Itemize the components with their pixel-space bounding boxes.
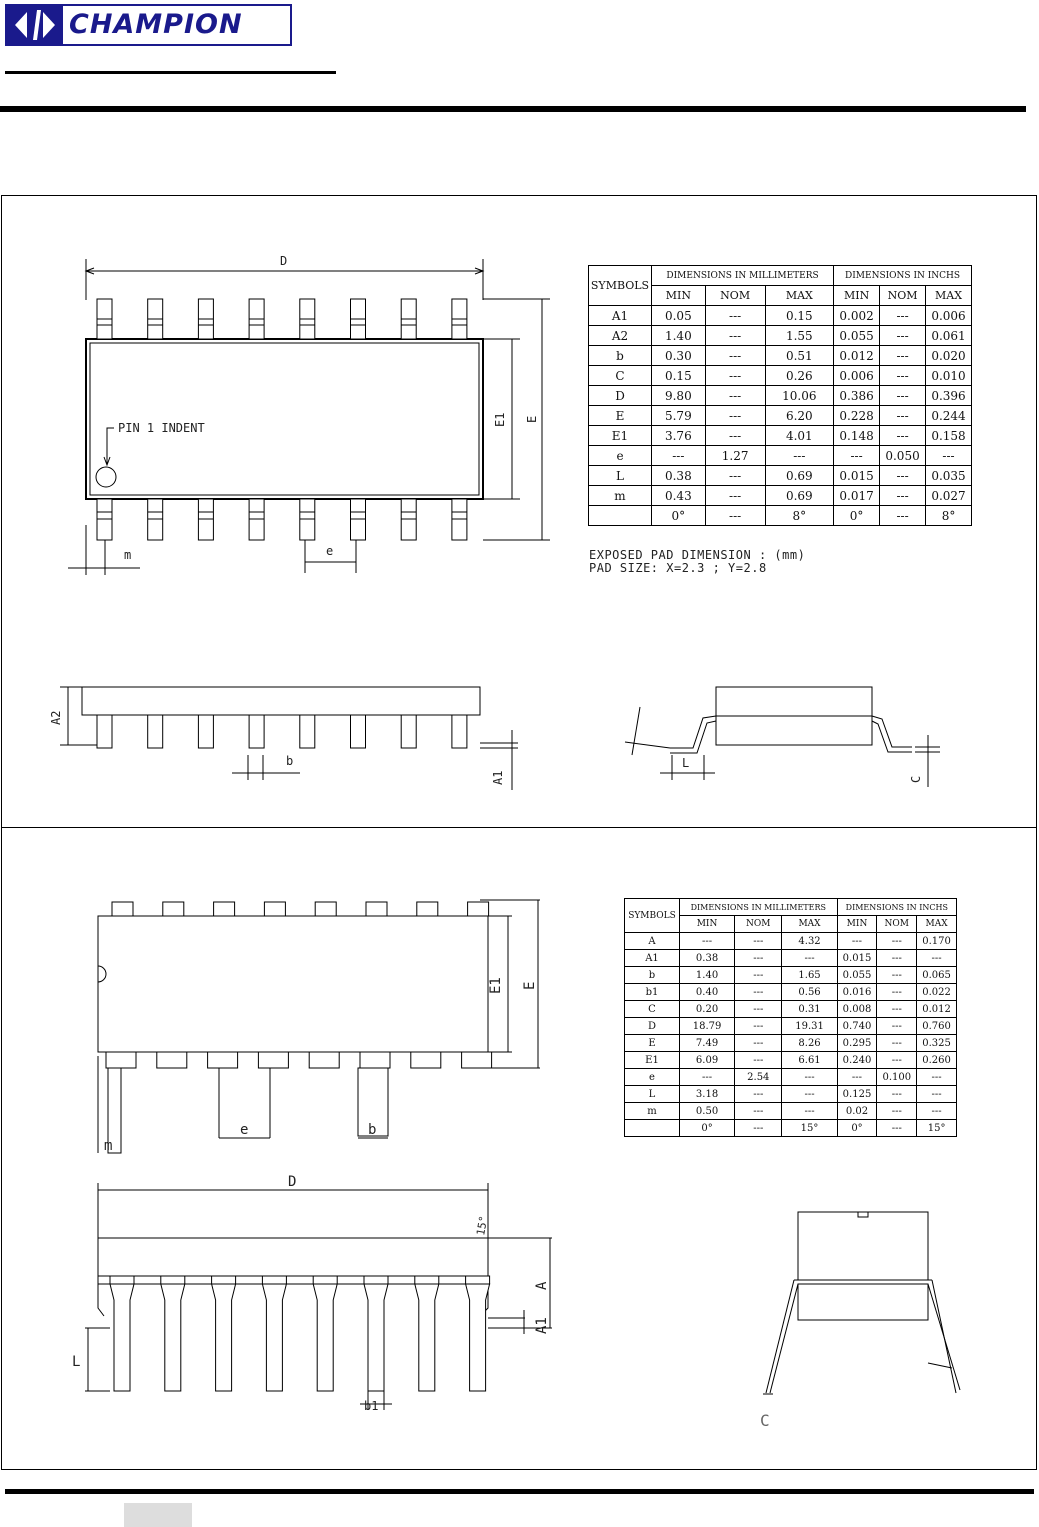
value-cell: --- bbox=[917, 1086, 957, 1103]
dip-side-shoulder bbox=[262, 1276, 286, 1284]
value-cell: 0.15 bbox=[652, 366, 706, 386]
dip-side-lead bbox=[364, 1284, 388, 1391]
dip-top-lead bbox=[214, 902, 235, 916]
dip-bottom-lead bbox=[157, 1052, 187, 1068]
value-cell: 0.38 bbox=[680, 950, 735, 967]
soic-label-d: D bbox=[280, 254, 288, 268]
soic-side-lead bbox=[300, 715, 315, 748]
soic-side-lead bbox=[198, 715, 213, 748]
table-row bbox=[589, 346, 972, 366]
value-cell: 19.31 bbox=[782, 1018, 837, 1035]
value-cell: --- bbox=[782, 1069, 837, 1086]
dip-label-c: C bbox=[760, 1411, 770, 1430]
value-cell: 0.010 bbox=[926, 366, 972, 386]
symbol-cell: e bbox=[625, 1069, 680, 1086]
table-row bbox=[625, 984, 957, 1001]
value-cell: --- bbox=[735, 1052, 782, 1069]
value-cell: 0.148 bbox=[834, 426, 880, 446]
dip-side-shoulder bbox=[466, 1276, 490, 1284]
table-row bbox=[589, 426, 972, 446]
soic-label-l: L bbox=[682, 756, 690, 770]
value-cell: --- bbox=[735, 984, 782, 1001]
value-cell: 0.008 bbox=[837, 1001, 877, 1018]
value-cell: 0.56 bbox=[782, 984, 837, 1001]
value-cell: --- bbox=[880, 486, 926, 506]
dip-top-lead bbox=[315, 902, 336, 916]
soic-label-e: E bbox=[525, 415, 539, 423]
sub-header: MAX bbox=[782, 916, 837, 933]
symbols-header: SYMBOLS bbox=[589, 266, 652, 306]
sub-header: NOM bbox=[880, 286, 926, 306]
value-cell: 15° bbox=[917, 1120, 957, 1137]
dip-top-lead bbox=[112, 902, 133, 916]
symbol-cell: A1 bbox=[589, 306, 652, 326]
value-cell: 6.20 bbox=[765, 406, 834, 426]
value-cell: --- bbox=[877, 950, 917, 967]
symbol-cell: C bbox=[589, 366, 652, 386]
value-cell: 4.01 bbox=[765, 426, 834, 446]
symbol-cell: E1 bbox=[625, 1052, 680, 1069]
value-cell: --- bbox=[705, 486, 765, 506]
note-line-2: PAD SIZE: X=2.3 ; Y=2.8 bbox=[589, 561, 767, 575]
value-cell: 0.061 bbox=[926, 326, 972, 346]
table-row bbox=[625, 967, 957, 984]
value-cell: 4.32 bbox=[782, 933, 837, 950]
sub-header: MAX bbox=[917, 916, 957, 933]
dip-label-b: b bbox=[368, 1122, 377, 1138]
mm-header: DIMENSIONS IN MILLIMETERS bbox=[680, 899, 838, 916]
soic-label-e1: E1 bbox=[493, 412, 507, 427]
table-row bbox=[625, 1069, 957, 1086]
value-cell: --- bbox=[782, 1103, 837, 1120]
value-cell: 0.740 bbox=[837, 1018, 877, 1035]
dip-side-shoulder bbox=[110, 1276, 134, 1284]
dip-bottom-lead bbox=[360, 1052, 390, 1068]
value-cell: 5.79 bbox=[652, 406, 706, 426]
value-cell: 0.26 bbox=[765, 366, 834, 386]
value-cell: 0.69 bbox=[765, 466, 834, 486]
value-cell: 3.18 bbox=[680, 1086, 735, 1103]
dip-side-lead bbox=[262, 1284, 286, 1391]
table-row bbox=[589, 446, 972, 466]
sub-header: MIN bbox=[652, 286, 706, 306]
value-cell: 1.55 bbox=[765, 326, 834, 346]
sub-header: MIN bbox=[680, 916, 735, 933]
dip-top-lead bbox=[264, 902, 285, 916]
dip-label-a1: A1 bbox=[534, 1317, 550, 1334]
value-cell: --- bbox=[834, 446, 880, 466]
dip-label-m: m bbox=[104, 1138, 113, 1154]
table-row bbox=[589, 506, 972, 526]
value-cell: --- bbox=[877, 1052, 917, 1069]
value-cell: 0.38 bbox=[652, 466, 706, 486]
value-cell: 0.50 bbox=[680, 1103, 735, 1120]
value-cell: --- bbox=[917, 1069, 957, 1086]
value-cell: --- bbox=[735, 933, 782, 950]
table-row bbox=[625, 950, 957, 967]
symbol-cell: b bbox=[589, 346, 652, 366]
value-cell: 0.035 bbox=[926, 466, 972, 486]
value-cell: --- bbox=[735, 1018, 782, 1035]
value-cell: 0.325 bbox=[917, 1035, 957, 1052]
sub-header: MAX bbox=[765, 286, 834, 306]
value-cell: 8° bbox=[765, 506, 834, 526]
value-cell: --- bbox=[877, 1086, 917, 1103]
symbol-cell bbox=[589, 506, 652, 526]
sub-header: MIN bbox=[834, 286, 880, 306]
sub-header: NOM bbox=[735, 916, 782, 933]
value-cell: --- bbox=[735, 1001, 782, 1018]
dip-bottom-lead bbox=[411, 1052, 441, 1068]
value-cell: 0.244 bbox=[926, 406, 972, 426]
value-cell: --- bbox=[735, 1120, 782, 1137]
value-cell: --- bbox=[877, 984, 917, 1001]
table-row bbox=[589, 306, 972, 326]
value-cell: --- bbox=[652, 446, 706, 466]
header-rule-short bbox=[5, 71, 336, 74]
value-cell: --- bbox=[877, 967, 917, 984]
value-cell: 0.015 bbox=[837, 950, 877, 967]
symbol-cell: A bbox=[625, 933, 680, 950]
table-row bbox=[625, 1103, 957, 1120]
logo-mark-icon bbox=[7, 6, 63, 44]
symbol-cell: D bbox=[625, 1018, 680, 1035]
value-cell: 0.386 bbox=[834, 386, 880, 406]
value-cell: 8.26 bbox=[782, 1035, 837, 1052]
value-cell: --- bbox=[837, 933, 877, 950]
value-cell: 0.002 bbox=[834, 306, 880, 326]
value-cell: 0.05 bbox=[652, 306, 706, 326]
value-cell: 0.020 bbox=[926, 346, 972, 366]
value-cell: --- bbox=[880, 306, 926, 326]
dip-bottom-lead bbox=[208, 1052, 238, 1068]
value-cell: 15° bbox=[782, 1120, 837, 1137]
value-cell: 0.055 bbox=[837, 967, 877, 984]
page-number-box bbox=[124, 1503, 192, 1527]
value-cell: 0.40 bbox=[680, 984, 735, 1001]
symbol-cell: m bbox=[625, 1103, 680, 1120]
sub-header: NOM bbox=[705, 286, 765, 306]
dip-label-d: D bbox=[288, 1174, 297, 1190]
value-cell: --- bbox=[880, 466, 926, 486]
brand-name: CHAMPION bbox=[69, 9, 243, 40]
inch-header: DIMENSIONS IN INCHS bbox=[837, 899, 956, 916]
dip-side-shoulder bbox=[313, 1276, 337, 1284]
dip-side-lead bbox=[313, 1284, 337, 1391]
value-cell: --- bbox=[735, 967, 782, 984]
value-cell: 7.49 bbox=[680, 1035, 735, 1052]
dip-label-l: L bbox=[72, 1354, 81, 1370]
value-cell: 0.20 bbox=[680, 1001, 735, 1018]
dip-top-lead bbox=[163, 902, 184, 916]
inch-header: DIMENSIONS IN INCHS bbox=[834, 266, 972, 286]
value-cell: 1.40 bbox=[680, 967, 735, 984]
value-cell: --- bbox=[705, 326, 765, 346]
value-cell: 0° bbox=[652, 506, 706, 526]
value-cell: 0.170 bbox=[917, 933, 957, 950]
value-cell: --- bbox=[880, 506, 926, 526]
pin1-indent-label: PIN 1 INDENT bbox=[118, 421, 205, 435]
dip-side-lead bbox=[110, 1284, 134, 1391]
value-cell: 0.065 bbox=[917, 967, 957, 984]
value-cell: 0° bbox=[834, 506, 880, 526]
symbol-cell: E1 bbox=[589, 426, 652, 446]
soic-label-c: C bbox=[909, 775, 923, 783]
symbol-cell: e bbox=[589, 446, 652, 466]
table-row bbox=[589, 326, 972, 346]
value-cell: 0.02 bbox=[837, 1103, 877, 1120]
dip-label-a: A bbox=[534, 1281, 550, 1290]
table-row bbox=[625, 1001, 957, 1018]
table-row bbox=[589, 366, 972, 386]
dip-side-lead bbox=[466, 1284, 490, 1391]
value-cell: 0.006 bbox=[926, 306, 972, 326]
value-cell: --- bbox=[705, 426, 765, 446]
symbol-cell: b bbox=[625, 967, 680, 984]
soic-side-lead bbox=[452, 715, 467, 748]
value-cell: 0.015 bbox=[834, 466, 880, 486]
symbol-cell: A1 bbox=[625, 950, 680, 967]
value-cell: 3.76 bbox=[652, 426, 706, 446]
dip-side-shoulder bbox=[364, 1276, 388, 1284]
value-cell: 0.055 bbox=[834, 326, 880, 346]
value-cell: 0.027 bbox=[926, 486, 972, 506]
value-cell: --- bbox=[765, 446, 834, 466]
symbol-cell bbox=[625, 1120, 680, 1137]
mm-header: DIMENSIONS IN MILLIMETERS bbox=[652, 266, 834, 286]
table-row bbox=[589, 466, 972, 486]
value-cell: 1.65 bbox=[782, 967, 837, 984]
dip-bottom-lead bbox=[106, 1052, 136, 1068]
value-cell: --- bbox=[877, 1001, 917, 1018]
dip-side-shoulder bbox=[212, 1276, 236, 1284]
value-cell: --- bbox=[705, 366, 765, 386]
symbol-cell: m bbox=[589, 486, 652, 506]
symbol-cell: A2 bbox=[589, 326, 652, 346]
value-cell: 0.43 bbox=[652, 486, 706, 506]
value-cell: --- bbox=[880, 406, 926, 426]
champion-logo bbox=[5, 4, 292, 46]
value-cell: --- bbox=[880, 346, 926, 366]
value-cell: 6.61 bbox=[782, 1052, 837, 1069]
soic-label-a2: A2 bbox=[49, 710, 63, 725]
value-cell: 0.30 bbox=[652, 346, 706, 366]
value-cell: 0.240 bbox=[837, 1052, 877, 1069]
value-cell: 8° bbox=[926, 506, 972, 526]
value-cell: 18.79 bbox=[680, 1018, 735, 1035]
symbol-cell: L bbox=[625, 1086, 680, 1103]
value-cell: --- bbox=[926, 446, 972, 466]
value-cell: 0.396 bbox=[926, 386, 972, 406]
value-cell: --- bbox=[680, 933, 735, 950]
table-row bbox=[625, 1052, 957, 1069]
dip-top-lead bbox=[417, 902, 438, 916]
value-cell: 0.69 bbox=[765, 486, 834, 506]
sub-header: NOM bbox=[877, 916, 917, 933]
dip-top-lead bbox=[366, 902, 387, 916]
value-cell: --- bbox=[705, 386, 765, 406]
value-cell: --- bbox=[782, 1086, 837, 1103]
table-row bbox=[625, 1120, 957, 1137]
dip-side-lead bbox=[161, 1284, 185, 1391]
value-cell: 1.40 bbox=[652, 326, 706, 346]
table-row bbox=[589, 386, 972, 406]
dip-label-e: E bbox=[522, 981, 538, 990]
value-cell: 0.017 bbox=[834, 486, 880, 506]
soic-side-lead bbox=[97, 715, 112, 748]
value-cell: --- bbox=[917, 1103, 957, 1120]
value-cell: 0.012 bbox=[917, 1001, 957, 1018]
sub-header: MIN bbox=[837, 916, 877, 933]
note-line-1: EXPOSED PAD DIMENSION : (mm) bbox=[589, 548, 806, 562]
value-cell: --- bbox=[705, 506, 765, 526]
dip-side-shoulder bbox=[161, 1276, 185, 1284]
header-rule-thick bbox=[0, 106, 1026, 112]
dip-label-e1: E1 bbox=[488, 977, 504, 994]
value-cell: 0° bbox=[837, 1120, 877, 1137]
footer-rule bbox=[5, 1489, 1034, 1494]
symbol-cell: C bbox=[625, 1001, 680, 1018]
dip-bottom-lead bbox=[309, 1052, 339, 1068]
dip-label-pitch: e bbox=[240, 1122, 249, 1138]
value-cell: --- bbox=[705, 466, 765, 486]
symbols-header: SYMBOLS bbox=[625, 899, 680, 933]
value-cell: 9.80 bbox=[652, 386, 706, 406]
dip-side-shoulder bbox=[415, 1276, 439, 1284]
value-cell: 0.760 bbox=[917, 1018, 957, 1035]
dip-label-b1: b1 bbox=[364, 1399, 379, 1413]
value-cell: --- bbox=[877, 1018, 917, 1035]
value-cell: 0.022 bbox=[917, 984, 957, 1001]
soic-label-pitch: e bbox=[326, 544, 334, 558]
value-cell: 0.228 bbox=[834, 406, 880, 426]
sub-header: MAX bbox=[926, 286, 972, 306]
dip-label-angle: 15° bbox=[474, 1214, 491, 1237]
value-cell: 0.260 bbox=[917, 1052, 957, 1069]
value-cell: 0.158 bbox=[926, 426, 972, 446]
dip-side-lead bbox=[212, 1284, 236, 1391]
exposed-pad-note bbox=[589, 549, 805, 575]
table-row bbox=[625, 1086, 957, 1103]
value-cell: --- bbox=[877, 1035, 917, 1052]
value-cell: 2.54 bbox=[735, 1069, 782, 1086]
soic-side-lead bbox=[401, 715, 416, 748]
dip-side-lead bbox=[415, 1284, 439, 1391]
value-cell: --- bbox=[877, 1120, 917, 1137]
value-cell: 0.006 bbox=[834, 366, 880, 386]
value-cell: --- bbox=[880, 326, 926, 346]
symbol-cell: E bbox=[625, 1035, 680, 1052]
table-row bbox=[589, 406, 972, 426]
soic-dimension-table bbox=[588, 265, 972, 526]
value-cell: --- bbox=[837, 1069, 877, 1086]
soic-side-lead bbox=[249, 715, 264, 748]
value-cell: 0.295 bbox=[837, 1035, 877, 1052]
value-cell: 0.31 bbox=[782, 1001, 837, 1018]
symbol-cell: b1 bbox=[625, 984, 680, 1001]
value-cell: --- bbox=[782, 950, 837, 967]
symbol-cell: D bbox=[589, 386, 652, 406]
value-cell: --- bbox=[705, 346, 765, 366]
soic-side-lead bbox=[351, 715, 366, 748]
value-cell: --- bbox=[880, 386, 926, 406]
symbol-cell: L bbox=[589, 466, 652, 486]
value-cell: --- bbox=[880, 426, 926, 446]
symbol-cell: E bbox=[589, 406, 652, 426]
table-row bbox=[625, 1035, 957, 1052]
value-cell: --- bbox=[735, 1035, 782, 1052]
table-row bbox=[625, 933, 957, 950]
value-cell: 0.012 bbox=[834, 346, 880, 366]
value-cell: 0.016 bbox=[837, 984, 877, 1001]
value-cell: 0.100 bbox=[877, 1069, 917, 1086]
value-cell: 10.06 bbox=[765, 386, 834, 406]
value-cell: --- bbox=[735, 950, 782, 967]
value-cell: --- bbox=[877, 1103, 917, 1120]
value-cell: --- bbox=[877, 933, 917, 950]
value-cell: --- bbox=[735, 1103, 782, 1120]
dip-bottom-lead bbox=[258, 1052, 288, 1068]
value-cell: --- bbox=[917, 950, 957, 967]
table-row bbox=[589, 486, 972, 506]
dip-top-lead bbox=[468, 902, 489, 916]
value-cell: 1.27 bbox=[705, 446, 765, 466]
dip-dimension-table bbox=[624, 898, 957, 1137]
soic-label-m: m bbox=[124, 548, 132, 562]
value-cell: 0.51 bbox=[765, 346, 834, 366]
soic-side-lead bbox=[148, 715, 163, 748]
value-cell: 6.09 bbox=[680, 1052, 735, 1069]
soic-label-a1: A1 bbox=[491, 770, 505, 785]
value-cell: --- bbox=[705, 406, 765, 426]
value-cell: 0.050 bbox=[880, 446, 926, 466]
value-cell: --- bbox=[735, 1086, 782, 1103]
value-cell: --- bbox=[705, 306, 765, 326]
value-cell: --- bbox=[880, 366, 926, 386]
soic-label-b: b bbox=[286, 754, 294, 768]
dip-bottom-lead bbox=[462, 1052, 492, 1068]
value-cell: 0° bbox=[680, 1120, 735, 1137]
value-cell: 0.125 bbox=[837, 1086, 877, 1103]
table-row bbox=[625, 1018, 957, 1035]
value-cell: 0.15 bbox=[765, 306, 834, 326]
value-cell: --- bbox=[680, 1069, 735, 1086]
